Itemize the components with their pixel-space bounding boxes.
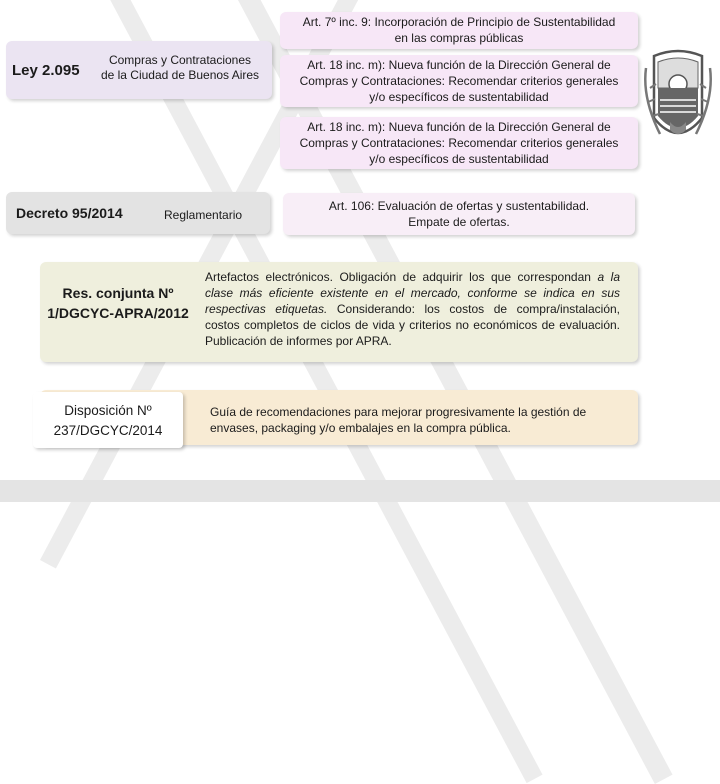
art-18-line: y/o específicos de sustentabilidad — [369, 152, 549, 166]
res-text — [205, 269, 620, 349]
art-18-line: Art. 18 inc. m): Nueva función de la Dirección General de — [307, 58, 611, 72]
art-18-box-second — [280, 117, 638, 169]
res-text-italic: a la clase más eficiente existente en el mercado, conforme se indica en sus respectivas etiquetas. — [205, 270, 620, 316]
decreto-name: Decreto 95/2014 — [16, 205, 123, 221]
ley-desc — [90, 53, 270, 83]
art-7-line: Art. 7º inc. 9: Incorporación de Principio de Sustentabilidad — [302, 15, 616, 29]
art-106-line: Empate de ofertas. — [408, 215, 510, 229]
provincial-coat-of-arms-icon — [640, 48, 716, 158]
res-text-part: Artefactos electrónicos. Obligación de adquirir los que correspondan — [205, 270, 598, 284]
art-7-line: en las compras públicas — [394, 31, 524, 45]
art-106-line: Art. 106: Evaluación de ofertas y sustentabilidad. — [328, 199, 590, 213]
background-band — [0, 480, 720, 502]
art-18-line: Compras y Contrataciones: Recomendar criterios generales — [299, 74, 619, 88]
art-18-box — [280, 55, 638, 107]
disp-text: Guía de recomendaciones para mejorar progresivamente la gestión de envases, packaging y/o embalajes en la compra pública. — [210, 405, 587, 435]
res-name — [28, 283, 208, 323]
art-7-box — [280, 12, 638, 49]
art-18-line: y/o específicos de sustentabilidad — [369, 90, 549, 104]
disp-name-line: Disposición Nº — [64, 403, 152, 418]
res-name-line: Res. conjunta Nº — [62, 285, 174, 301]
ley-name: Ley 2.095 — [12, 62, 80, 79]
ley-desc-line: Compras y Contrataciones — [108, 53, 252, 67]
art-18-line: Compras y Contrataciones: Recomendar criterios generales — [299, 136, 619, 150]
art-106-box — [283, 193, 635, 235]
res-name-line: 1/DGCYC-APRA/2012 — [47, 305, 189, 321]
disp-name — [33, 401, 183, 441]
disp-name-line: 237/DGCYC/2014 — [53, 423, 163, 438]
art-18-line: Art. 18 inc. m): Nueva función de la Dirección General de — [307, 120, 611, 134]
res-text-part: Considerando: los costos de compra/instalación, costos completos de ciclos de vida y criterios no económicos de evaluación. Publicación de informes por APRA. — [205, 302, 620, 348]
ley-desc-line: de la Ciudad de Buenos Aires — [100, 68, 260, 82]
decreto-type: Reglamentario — [164, 208, 243, 222]
